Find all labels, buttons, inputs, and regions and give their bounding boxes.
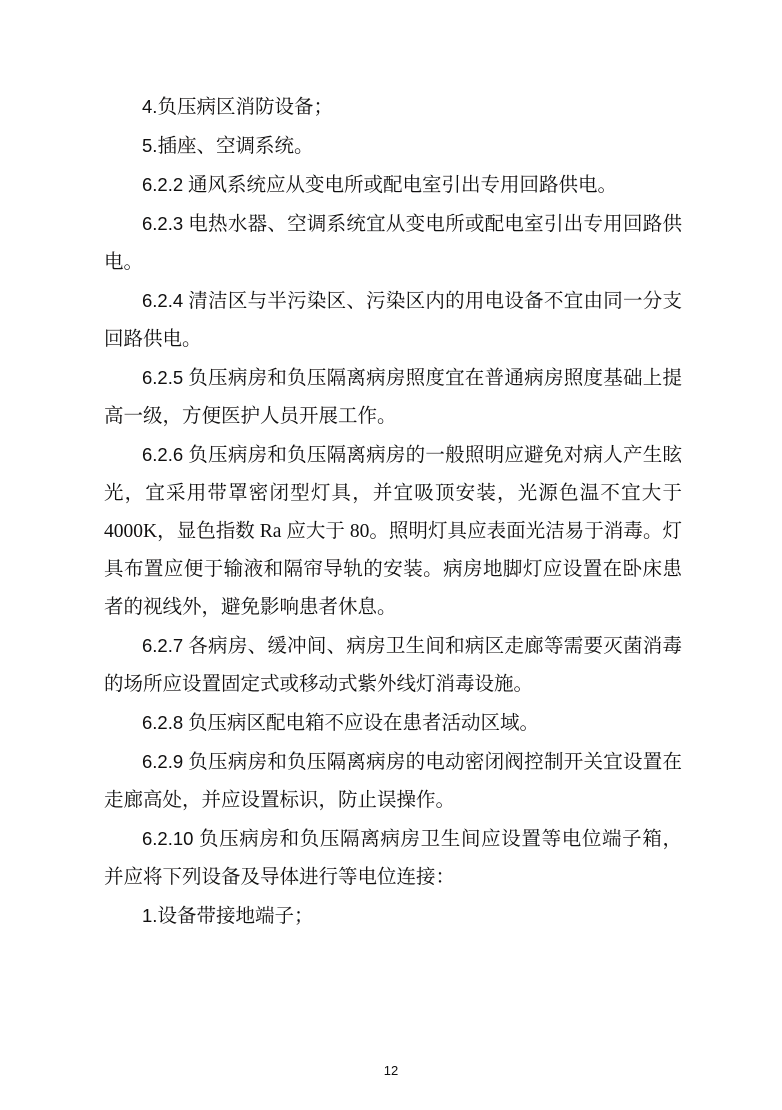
paragraph — [104, 743, 682, 820]
paragraph-text: 负压病房和负压隔离病房的电动密闭阀控制开关宜设置在走廊高处，并应设置标识，防止误操作。 — [104, 752, 682, 811]
paragraph-label: 6.2.8 — [142, 712, 184, 733]
paragraph-text: 负压病区消防设备； — [157, 97, 333, 118]
paragraph — [104, 205, 682, 282]
paragraph-text: 负压病区配电箱不应设在患者活动区域。 — [188, 713, 540, 734]
paragraph-text: 各病房、缓冲间、病房卫生间和病区走廊等需要灭菌消毒的场所应设置固定式或移动式紫外线灯消毒设施。 — [104, 636, 682, 695]
paragraph-text: 电热水器、空调系统宜从变电所或配电室引出专用回路供电。 — [104, 214, 682, 273]
paragraph-text: 插座、空调系统。 — [157, 136, 314, 157]
paragraph — [104, 282, 682, 359]
paragraph — [104, 436, 682, 627]
paragraph-label: 6.2.4 — [142, 290, 184, 311]
paragraph-label: 6.2.10 — [142, 828, 194, 849]
paragraph-label: 6.2.2 — [142, 174, 184, 195]
document-body — [104, 88, 682, 936]
paragraph-label: 6.2.6 — [142, 444, 184, 465]
paragraph-text: 设备带接地端子； — [157, 906, 314, 927]
paragraph — [104, 166, 682, 205]
paragraph-text: 负压病房和负压隔离病房的一般照明应避免对病人产生眩光，宜采用带罩密闭型灯具，并宜吸顶安装，光源色温不宜大于 4000K，显色指数 Ra 应大于 80。照明灯具应表面光洁易于消毒。灯具布置应便于输液和隔帘导轨的安装。病房地脚灯应设置在卧床患者的视线外，避免影响患者休息。 — [104, 445, 682, 618]
paragraph — [104, 627, 682, 704]
paragraph-text: 通风系统应从变电所或配电室引出专用回路供电。 — [188, 175, 618, 196]
paragraph — [104, 359, 682, 436]
paragraph-label: 5. — [142, 135, 158, 156]
paragraph-label: 6.2.9 — [142, 751, 184, 772]
paragraph-text: 清洁区与半污染区、污染区内的用电设备不宜由同一分支回路供电。 — [104, 291, 682, 350]
paragraph-label: 6.2.3 — [142, 213, 184, 234]
paragraph — [104, 820, 682, 897]
paragraph — [104, 704, 682, 743]
paragraph — [104, 88, 682, 127]
paragraph-label: 6.2.7 — [142, 635, 184, 656]
paragraph-label: 1. — [142, 905, 158, 926]
page-number: 12 — [383, 1063, 399, 1078]
paragraph-label: 6.2.5 — [142, 367, 184, 388]
paragraph-text: 负压病房和负压隔离病房卫生间应设置等电位端子箱，并应将下列设备及导体进行等电位连接： — [104, 829, 682, 888]
paragraph-text: 负压病房和负压隔离病房照度宜在普通病房照度基础上提高一级，方便医护人员开展工作。 — [104, 368, 682, 427]
paragraph-label: 4. — [142, 96, 158, 117]
paragraph — [104, 897, 682, 936]
paragraph — [104, 127, 682, 166]
